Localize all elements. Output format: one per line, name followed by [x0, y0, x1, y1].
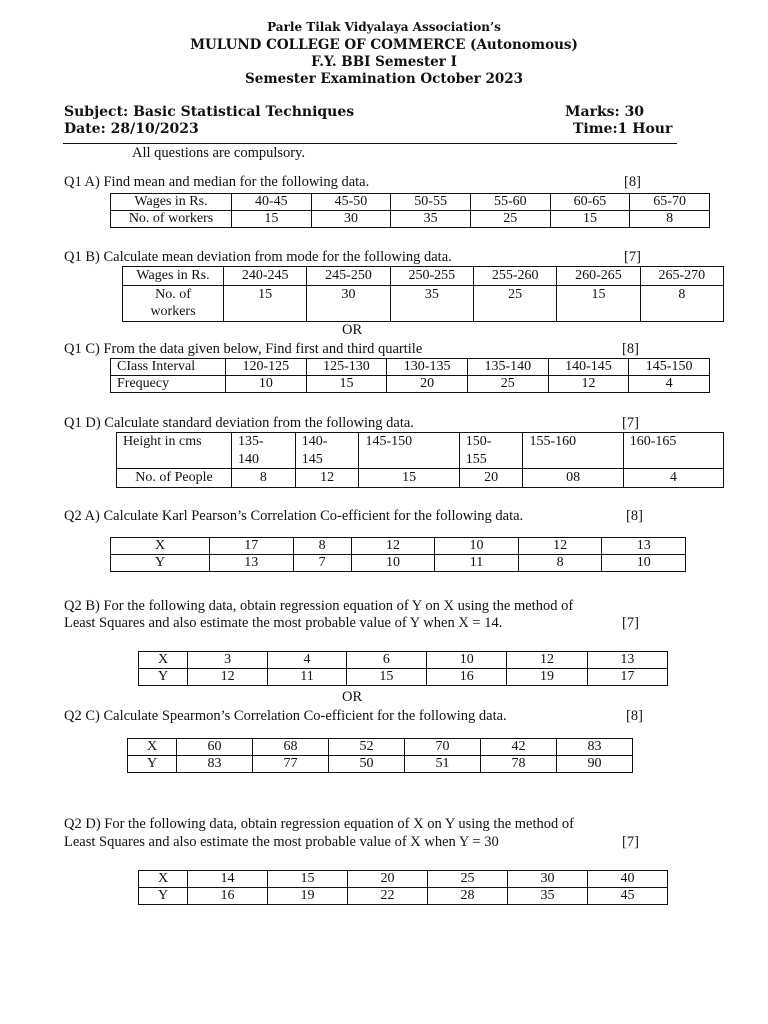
table-cell: 16: [427, 669, 507, 686]
table-cell: [123, 285, 224, 321]
table-cell: 78: [481, 756, 557, 773]
table-cell: 265-270: [640, 267, 723, 286]
table-cell: 10: [351, 555, 435, 572]
q1c-marks: [8]: [622, 341, 639, 357]
table-row: [123, 285, 724, 321]
table-cell: 55-60: [470, 194, 550, 211]
table-cell: 15: [268, 871, 348, 888]
q2d-text-line1: Q2 D) For the following data, obtain regression equation of X on Y using the method of: [64, 816, 574, 832]
table-cell: 8: [518, 555, 602, 572]
table-cell: 83: [177, 756, 253, 773]
table-cell: No. of People: [117, 469, 232, 488]
table-cell: 11: [268, 669, 346, 686]
table-cell: 19: [507, 669, 587, 686]
table-row: [111, 194, 710, 211]
cell-line: 160-165: [629, 434, 677, 449]
or-separator: OR: [342, 689, 363, 705]
table-row: [139, 652, 668, 669]
table-cell: Y: [139, 888, 188, 905]
table-cell: 51: [405, 756, 481, 773]
table-cell: 3: [188, 652, 268, 669]
table-cell: 8: [232, 469, 296, 488]
table-cell: 30: [311, 211, 391, 228]
table-cell: 135-140: [467, 359, 548, 376]
table-cell: 40-45: [232, 194, 312, 211]
table-cell: 240-245: [224, 267, 307, 286]
table-cell: 90: [557, 756, 633, 773]
table-cell: 16: [188, 888, 268, 905]
table-cell: CIass Interval: [111, 359, 226, 376]
college-name: MULUND COLLEGE OF COMMERCE (Autonomous): [190, 37, 578, 53]
table-cell: 60: [177, 739, 253, 756]
table-cell: 13: [602, 538, 686, 555]
table-cell: X: [111, 538, 210, 555]
q2d-table: [138, 870, 668, 905]
exam-title: Semester Examination October 2023: [244, 71, 524, 87]
table-cell: 15: [550, 211, 630, 228]
cell-line: 155: [465, 451, 487, 467]
table-cell: 50: [329, 756, 405, 773]
q1d-table: [116, 432, 724, 488]
table-cell: 60-65: [550, 194, 630, 211]
table-cell: 8: [630, 211, 710, 228]
table-cell: 10: [226, 376, 307, 393]
table-cell: [295, 433, 359, 469]
table-cell: 25: [470, 211, 550, 228]
cell-line: 140-: [301, 434, 328, 449]
q2a-marks: [8]: [626, 508, 643, 524]
table-cell: 35: [508, 888, 588, 905]
table-cell: Y: [139, 669, 188, 686]
q1d-marks: [7]: [622, 415, 639, 431]
table-cell: 13: [210, 555, 294, 572]
table-cell: 25: [473, 285, 556, 321]
q2d-text-line2: Least Squares and also estimate the most probable value of X when Y = 30: [64, 834, 499, 850]
table-cell: X: [139, 652, 188, 669]
table-cell: No. of workers: [111, 211, 232, 228]
table-cell: 140-145: [548, 359, 629, 376]
or-separator: OR: [342, 322, 363, 338]
table-cell: X: [139, 871, 188, 888]
q1c-text: Q1 C) From the data given below, Find first and third quartile: [64, 341, 423, 357]
table-cell: Frequecy: [111, 376, 226, 393]
table-cell: 15: [359, 469, 459, 488]
table-cell: 120-125: [226, 359, 307, 376]
table-cell: 15: [306, 376, 387, 393]
table-cell: 65-70: [630, 194, 710, 211]
table-row: [111, 211, 710, 228]
q1c-table: [110, 358, 710, 393]
table-cell: 12: [351, 538, 435, 555]
table-cell: 4: [629, 376, 710, 393]
table-cell: 35: [390, 285, 473, 321]
table-cell: 15: [224, 285, 307, 321]
table-row: [117, 433, 724, 469]
q2d-marks: [7]: [622, 834, 639, 850]
q2a-text: Q2 A) Calculate Karl Pearson’s Correlation Co-efficient for the following data.: [64, 508, 524, 524]
cell-line: 150-: [465, 434, 492, 449]
table-cell: 12: [188, 669, 268, 686]
q1a-text: Q1 A) Find mean and median for the following data.: [64, 174, 370, 190]
q2c-marks: [8]: [626, 708, 643, 724]
table-cell: 12: [548, 376, 629, 393]
table-cell: 45: [588, 888, 668, 905]
table-cell: 08: [523, 469, 623, 488]
q1a-table: [110, 193, 710, 228]
table-cell: 17: [587, 669, 667, 686]
table-cell: 130-135: [387, 359, 468, 376]
table-cell: 40: [588, 871, 668, 888]
table-cell: 20: [348, 871, 428, 888]
q1a-marks: [8]: [624, 174, 641, 190]
table-cell: 260-265: [557, 267, 640, 286]
table-row: [111, 376, 710, 393]
table-cell: 12: [518, 538, 602, 555]
table-cell: 145-150: [629, 359, 710, 376]
q2b-table: [138, 651, 668, 686]
q2c-table: [127, 738, 633, 773]
table-cell: 77: [253, 756, 329, 773]
date-label: Date: 28/10/2023: [64, 121, 199, 137]
table-cell: 125-130: [306, 359, 387, 376]
association-name: Parle Tilak Vidyalaya Association’s: [267, 20, 501, 34]
q2a-table: [110, 537, 686, 572]
table-cell: 12: [295, 469, 359, 488]
table-cell: 68: [253, 739, 329, 756]
table-cell: 45-50: [311, 194, 391, 211]
table-cell: 50-55: [391, 194, 471, 211]
table-cell: X: [128, 739, 177, 756]
table-cell: [523, 433, 623, 469]
table-row: [139, 871, 668, 888]
header-divider: [63, 143, 677, 144]
q1b-marks: [7]: [624, 249, 641, 265]
instruction-text: All questions are compulsory.: [132, 145, 306, 161]
table-cell: Height in cms: [117, 433, 232, 469]
table-cell: 10: [427, 652, 507, 669]
table-cell: 22: [348, 888, 428, 905]
table-cell: 6: [346, 652, 426, 669]
table-cell: 42: [481, 739, 557, 756]
table-cell: 245-250: [307, 267, 390, 286]
table-cell: 25: [467, 376, 548, 393]
q1d-text: Q1 D) Calculate standard deviation from the following data.: [64, 415, 414, 431]
table-cell: 15: [346, 669, 426, 686]
table-cell: 17: [210, 538, 294, 555]
cell-line: 145-150: [365, 434, 413, 449]
table-cell: 10: [435, 538, 519, 555]
table-cell: 4: [623, 469, 723, 488]
q2c-text: Q2 C) Calculate Spearmon’s Correlation Co-efficient for the following data.: [64, 708, 507, 724]
table-cell: Wages in Rs.: [111, 194, 232, 211]
table-cell: 83: [557, 739, 633, 756]
table-cell: 14: [188, 871, 268, 888]
table-row: [128, 756, 633, 773]
table-row: [111, 538, 686, 555]
class-name: F.Y. BBI Semester I: [311, 54, 457, 70]
table-cell: [359, 433, 459, 469]
q1b-text: Q1 B) Calculate mean deviation from mode for the following data.: [64, 249, 452, 265]
table-cell: 70: [405, 739, 481, 756]
cell-line: No. of: [155, 286, 191, 302]
table-row: [123, 267, 724, 286]
table-cell: 30: [307, 285, 390, 321]
table-cell: [232, 433, 296, 469]
q1b-table: [122, 266, 724, 322]
table-cell: 4: [268, 652, 346, 669]
table-row: [128, 739, 633, 756]
table-cell: 10: [602, 555, 686, 572]
table-cell: 28: [428, 888, 508, 905]
table-cell: 15: [232, 211, 312, 228]
table-cell: 11: [435, 555, 519, 572]
subject-label: Subject: Basic Statistical Techniques: [64, 104, 355, 120]
table-row: [117, 469, 724, 488]
table-cell: 13: [587, 652, 667, 669]
q2b-text-line1: Q2 B) For the following data, obtain regression equation of Y on X using the method of: [64, 598, 574, 614]
table-cell: 35: [391, 211, 471, 228]
table-cell: 12: [507, 652, 587, 669]
table-cell: 30: [508, 871, 588, 888]
table-cell: 52: [329, 739, 405, 756]
table-cell: Y: [111, 555, 210, 572]
table-cell: 20: [459, 469, 523, 488]
table-cell: 15: [557, 285, 640, 321]
q2b-text-line2: Least Squares and also estimate the most probable value of Y when X = 14.: [64, 615, 503, 631]
cell-line: 155-160: [529, 434, 577, 449]
table-cell: 8: [293, 538, 351, 555]
cell-line: 145: [301, 451, 323, 467]
table-cell: Wages in Rs.: [123, 267, 224, 286]
table-cell: 20: [387, 376, 468, 393]
table-row: [139, 669, 668, 686]
table-cell: 7: [293, 555, 351, 572]
table-cell: 250-255: [390, 267, 473, 286]
table-row: [139, 888, 668, 905]
time-label: Time:1 Hour: [573, 121, 673, 137]
cell-line: workers: [150, 304, 196, 319]
marks-label: Marks: 30: [565, 104, 645, 120]
table-cell: 25: [428, 871, 508, 888]
cell-line: 135-: [238, 434, 264, 449]
table-cell: Y: [128, 756, 177, 773]
q2b-marks: [7]: [622, 615, 639, 631]
table-row: [111, 555, 686, 572]
table-row: [111, 359, 710, 376]
table-cell: 8: [640, 285, 723, 321]
table-cell: [623, 433, 723, 469]
table-cell: 19: [268, 888, 348, 905]
table-cell: 255-260: [473, 267, 556, 286]
cell-line: 140: [238, 451, 259, 467]
table-cell: [459, 433, 523, 469]
